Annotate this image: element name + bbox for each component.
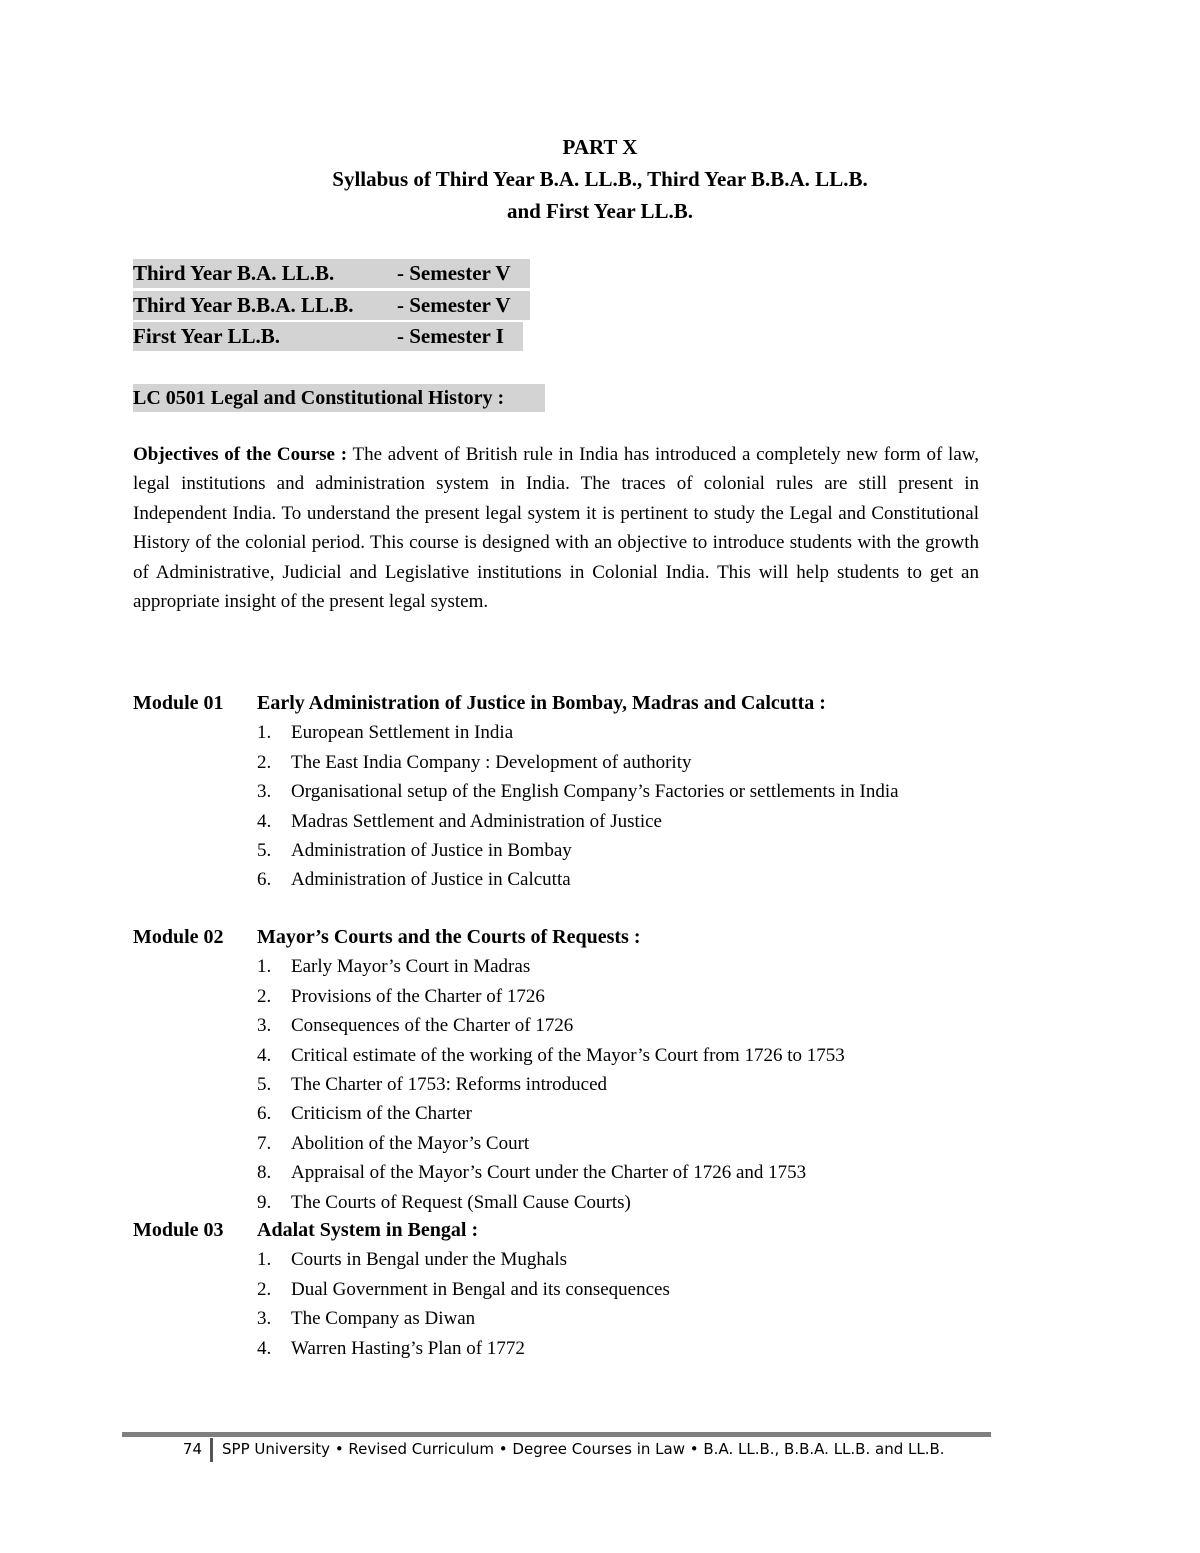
item-text: Dual Government in Bengal and its consequences [291, 1278, 670, 1300]
module-heading [133, 923, 993, 952]
list-item [133, 1304, 985, 1333]
list-item [133, 1099, 985, 1128]
module-title: Mayor’s Courts and the Courts of Requests : [257, 926, 641, 948]
syllabus-title-line1: Syllabus of Third Year B.A. LL.B., Third Year B.B.A. LL.B. [332, 167, 868, 191]
footer-separator [210, 1438, 213, 1462]
item-text: Madras Settlement and Administration of Justice [291, 810, 662, 832]
semester-course: Third Year B.A. LL.B. [133, 261, 335, 285]
item-number: 1. [257, 722, 272, 744]
item-text: Appraisal of the Mayor’s Court under the Charter of 1726 and 1753 [291, 1162, 807, 1184]
item-text: Warren Hasting’s Plan of 1772 [291, 1337, 525, 1359]
item-text: Provisions of the Charter of 1726 [291, 985, 545, 1007]
item-text: The Company as Diwan [291, 1308, 476, 1330]
list-item [133, 1070, 985, 1099]
item-number: 1. [257, 956, 272, 978]
semester-course: Third Year B.B.A. LL.B. [133, 293, 354, 317]
item-number: 9. [257, 1191, 272, 1213]
module-code: Module 02 [133, 926, 224, 948]
item-text: Critical estimate of the working of the Mayor’s Court from 1726 to 1753 [291, 1044, 845, 1066]
item-text: Administration of Justice in Bombay [291, 840, 572, 862]
item-number: 7. [257, 1132, 272, 1154]
module-02 [133, 923, 993, 1217]
item-text: European Settlement in India [291, 722, 514, 744]
module-01 [133, 689, 993, 895]
module-topic-list [133, 718, 993, 894]
part-heading: PART X [562, 135, 638, 159]
list-item [133, 1334, 985, 1363]
objectives-label: Objectives of the Course : [133, 444, 348, 465]
syllabus-title-line2: and First Year LL.B. [506, 199, 694, 223]
semester-label: - Semester I [397, 324, 504, 348]
semester-label: - Semester V [397, 293, 511, 317]
item-number: 6. [257, 869, 272, 891]
page-footer [0, 1437, 1200, 1467]
semester-row [133, 322, 523, 351]
list-item [133, 1275, 985, 1304]
list-item [133, 952, 985, 981]
semester-row [133, 291, 530, 320]
item-number: 4. [257, 1044, 272, 1066]
course-title: LC 0501 Legal and Constitutional History : [133, 384, 545, 412]
item-text: Organisational setup of the English Company’s Factories or settlements in India [291, 781, 899, 803]
module-heading [133, 1216, 993, 1245]
list-item [133, 748, 985, 777]
objectives-paragraph [133, 440, 979, 616]
item-text: Criticism of the Charter [291, 1103, 472, 1125]
item-number: 3. [257, 781, 272, 803]
objectives-text: The advent of British rule in India has introduced a completely new form of law, legal institutions and administration system in India. The traces of colonial rules are still present in Independent India. To understand the present legal system it is pertinent to study the Legal and Constitutional History of the colonial period. This course is designed with an objective to introduce students with the growth of Administrative, Judicial and Legislative institutions in Colonial India. This will help students to get an appropriate insight of the present legal system. [133, 444, 979, 613]
module-title: Early Administration of Justice in Bombay, Madras and Calcutta : [257, 692, 826, 714]
list-item [133, 777, 985, 806]
item-number: 2. [257, 985, 272, 1007]
list-item [133, 982, 985, 1011]
item-text: Abolition of the Mayor’s Court [291, 1132, 530, 1154]
item-text: The East India Company : Development of authority [291, 751, 692, 773]
list-item [133, 1245, 985, 1274]
item-number: 4. [257, 1337, 272, 1359]
item-number: 1. [257, 1249, 272, 1271]
item-number: 8. [257, 1162, 272, 1184]
item-text: Consequences of the Charter of 1726 [291, 1015, 574, 1037]
semester-label: - Semester V [397, 261, 511, 285]
item-number: 5. [257, 840, 272, 862]
module-topic-list [133, 952, 993, 1217]
list-item [133, 836, 985, 865]
module-03 [133, 1216, 993, 1363]
item-number: 2. [257, 751, 272, 773]
list-item [133, 1158, 985, 1187]
item-number: 4. [257, 810, 272, 832]
list-item [133, 807, 985, 836]
list-item [133, 1129, 985, 1158]
item-number: 3. [257, 1015, 272, 1037]
item-number: 3. [257, 1308, 272, 1330]
item-text: The Courts of Request (Small Cause Courts) [291, 1191, 631, 1213]
item-number: 6. [257, 1103, 272, 1125]
footer-text: SPP University • Revised Curriculum • Degree Courses in Law • B.A. LL.B., B.B.A. LL.B. and LL.B. [222, 1440, 945, 1458]
list-item [133, 865, 985, 894]
item-text: Courts in Bengal under the Mughals [291, 1249, 567, 1271]
item-number: 5. [257, 1074, 272, 1096]
item-text: Administration of Justice in Calcutta [291, 869, 571, 891]
item-text: Early Mayor’s Court in Madras [291, 956, 531, 978]
module-code: Module 01 [133, 692, 224, 714]
module-heading [133, 689, 993, 718]
list-item [133, 718, 985, 747]
semester-row [133, 259, 530, 288]
module-topic-list [133, 1245, 993, 1363]
item-text: The Charter of 1753: Reforms introduced [291, 1074, 608, 1096]
module-code: Module 03 [133, 1219, 224, 1241]
page-number: 74 [182, 1440, 202, 1458]
module-title: Adalat System in Bengal : [257, 1219, 479, 1241]
list-item [133, 1188, 985, 1217]
list-item [133, 1011, 985, 1040]
semester-course: First Year LL.B. [133, 324, 280, 348]
item-number: 2. [257, 1278, 272, 1300]
list-item [133, 1041, 985, 1070]
